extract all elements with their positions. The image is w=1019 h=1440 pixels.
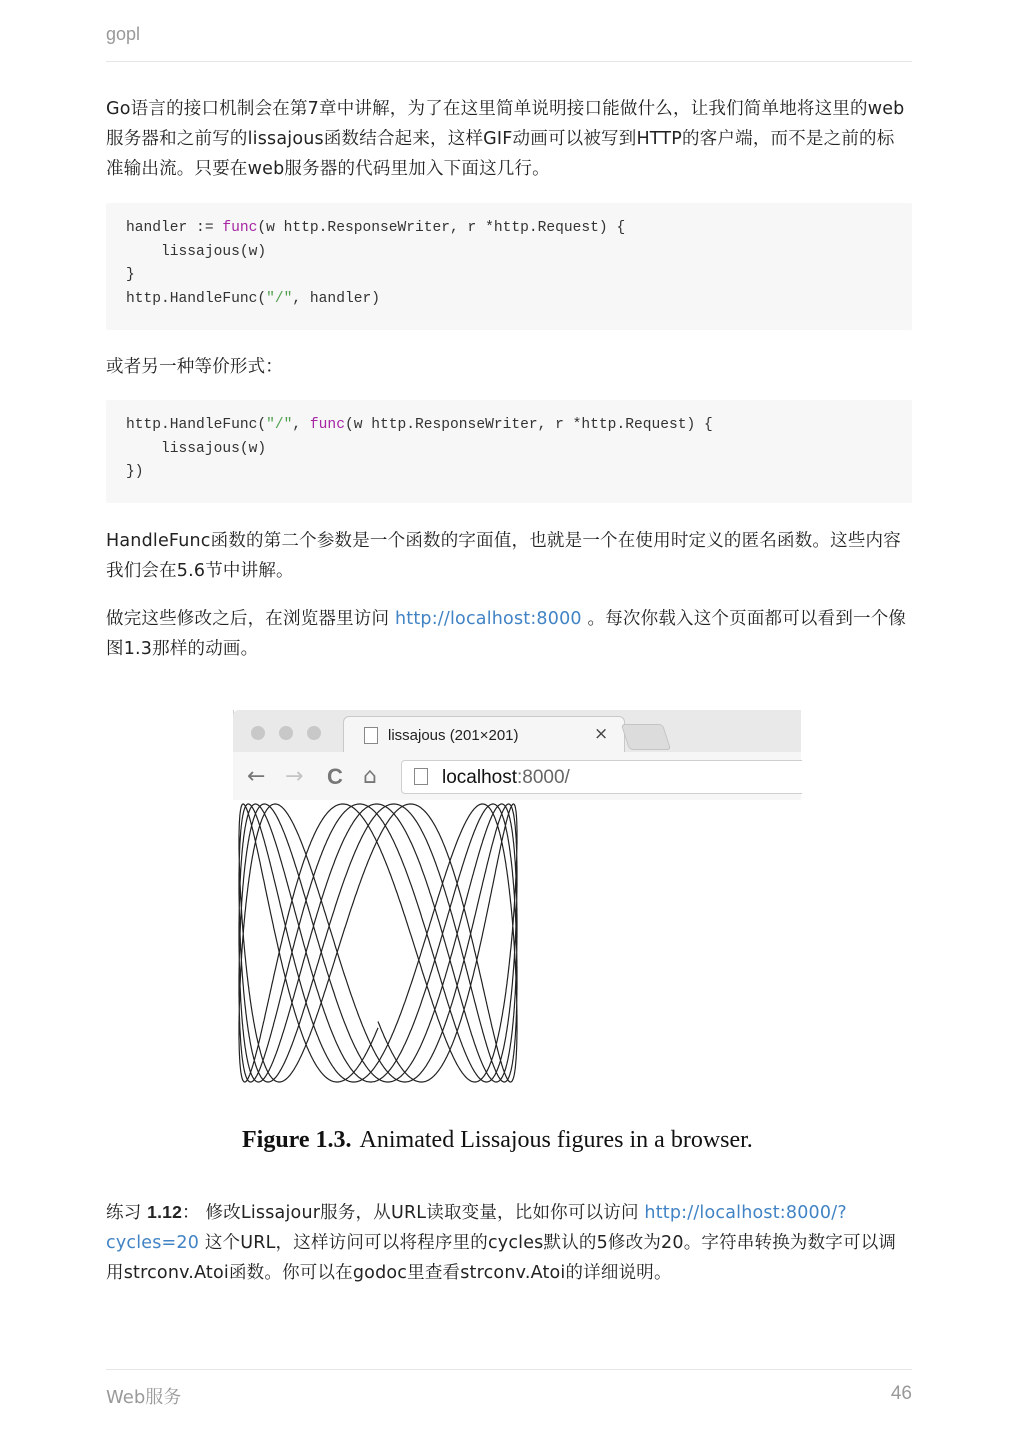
browser-tab[interactable] bbox=[343, 716, 625, 753]
window-close-dot[interactable] bbox=[251, 726, 265, 740]
address-text: localhost:8000/ bbox=[442, 767, 570, 788]
address-bar[interactable] bbox=[401, 760, 802, 794]
footer-section: Web服务 bbox=[106, 1387, 182, 1408]
page-icon bbox=[414, 768, 428, 785]
forward-icon[interactable]: → bbox=[285, 764, 304, 789]
code-block-inline-func: http.HandleFunc("/", func(w http.ResponseWriter, r *http.Request) { lissajous(w) }) bbox=[106, 400, 912, 503]
figure-1-3 bbox=[230, 687, 910, 1179]
visit-paragraph: 做完这些修改之后，在浏览器里访问 http://localhost:8000 。每次你载入这个页面都可以看到一个像图1.3那样的动画。 bbox=[106, 609, 907, 659]
new-tab-button[interactable] bbox=[621, 724, 671, 750]
browser-toolbar bbox=[233, 752, 801, 801]
caption-text: Animated Lissajous figures in a browser. bbox=[359, 1127, 753, 1153]
localhost-link[interactable]: http://localhost:8000 bbox=[394, 609, 582, 629]
cycles-link[interactable]: http://localhost:8000/?cycles=20 bbox=[106, 1203, 847, 1253]
page-icon bbox=[364, 727, 378, 744]
page-footer bbox=[106, 1369, 912, 1420]
browser-window bbox=[233, 710, 801, 1110]
window-zoom-dot[interactable] bbox=[307, 726, 321, 740]
code-block-handler: handler := func(w http.ResponseWriter, r *http.Request) { lissajous(w) } http.HandleFunc("/", handler) bbox=[106, 203, 912, 330]
book-title: gopl bbox=[106, 24, 141, 44]
tab-title: lissajous (201×201) bbox=[388, 727, 519, 744]
lissajous-curve bbox=[239, 804, 517, 1082]
page-header bbox=[106, 24, 912, 62]
handlefunc-paragraph: HandleFunc函数的第二个参数是一个函数的字面值，也就是一个在使用时定义的匿名函数。这些内容我们会在5.6节中讲解。 bbox=[106, 531, 901, 581]
exercise-paragraph: 练习 1.12： 修改Lissajour服务，从URL读取变量，比如你可以访问 http://localhost:8000/?cycles=20 这个URL，这样访问可以将程序里的cycles默认的5修改为20。字符串转换为数字可以调用strconv.Atoi函数。你可以在godoc里查看strconv.Atoi的详细说明。 bbox=[106, 1202, 897, 1283]
intro-paragraph: Go语言的接口机制会在第7章中讲解，为了在这里简单说明接口能做什么，让我们简单地将这里的web服务器和之前写的lissajous函数结合起来，这样GIF动画可以被写到HTTP的客户端，而不是之前的标准输出流。只要在web服务器的代码里加入下面这几行。 bbox=[106, 99, 905, 179]
back-icon[interactable]: ← bbox=[247, 764, 266, 789]
exercise-number: 1.12 bbox=[147, 1202, 183, 1222]
home-icon[interactable]: ⌂ bbox=[363, 764, 377, 789]
reload-icon[interactable]: C bbox=[327, 764, 343, 789]
tab-close-icon[interactable]: × bbox=[594, 724, 609, 744]
lissajous-figure bbox=[233, 800, 523, 1090]
page-number: 46 bbox=[890, 1383, 912, 1404]
window-minimize-dot[interactable] bbox=[279, 726, 293, 740]
caption-label: Figure 1.3. bbox=[242, 1127, 352, 1153]
exercise-label: 练习 bbox=[106, 1203, 142, 1223]
figure-caption bbox=[242, 1127, 753, 1154]
browser-viewport bbox=[233, 800, 801, 1110]
tab-bar bbox=[233, 710, 801, 752]
alt-form-text: 或者另一种等价形式： bbox=[106, 357, 283, 377]
